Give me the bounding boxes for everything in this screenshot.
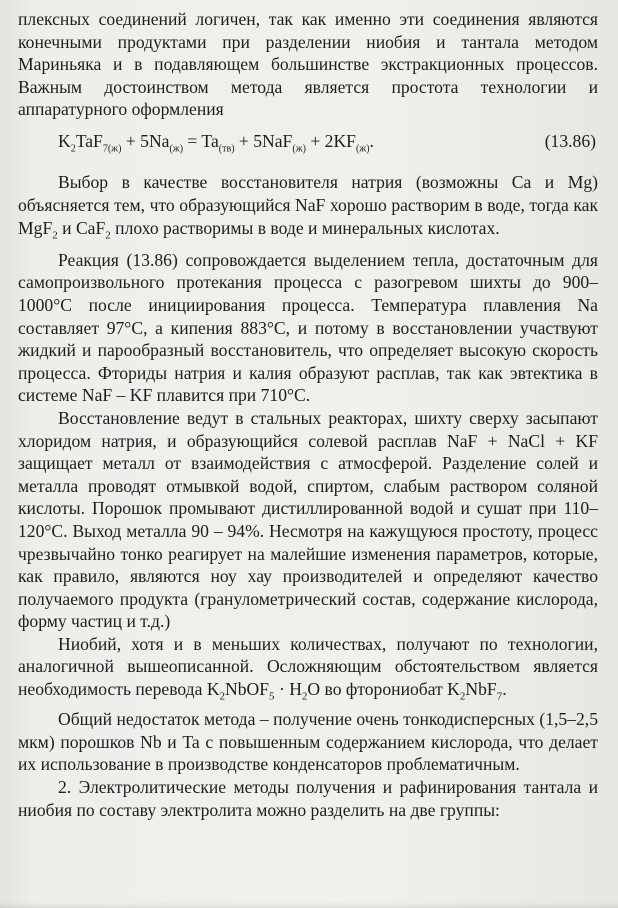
- text-run: Выбор в качестве восстановителя натрия (возможны Ca и Mg) объясняется тем, что образующийся NaF хорошо растворим в воде, тогда как MgF: [18, 172, 598, 238]
- eq-sub: (ж): [169, 143, 184, 155]
- paragraph-reductant-choice: [18, 171, 598, 246]
- text-run: .: [502, 679, 507, 700]
- subscript: 5: [269, 690, 275, 703]
- subscript: 2: [52, 229, 58, 242]
- eq-sub: (тв): [218, 143, 235, 155]
- text-run: NbF: [465, 679, 497, 700]
- eq-term: .: [369, 130, 374, 151]
- eq-term: + 5Na: [121, 130, 170, 151]
- text-run: O во фторониобат K: [307, 679, 460, 700]
- equation-13-86: [18, 121, 598, 172]
- text-run: NbOF: [225, 679, 270, 700]
- paragraph-niobium: [18, 633, 598, 708]
- eq-term: + 2KF: [305, 130, 356, 151]
- paragraph-reduction-process: Восстановление ведут в стальных реакторах, шихту сверху засыпают хлоридом натрия, и образующийся солевой расплав NaF + NaCl + KF защищает металл от взаимодействия с атмосферой. Разделение солей и металла проводят отмывкой водой, спиртом, слабым раствором соляной кислоты. Порошок промывают дистиллированной водой и сушат при 110–120°С. Выход металла 90 – 94%. Несмотря на кажущуюся простоту, процесс чрезвычайно тонко реагирует на малейшие изменения параметров, которые, как правило, являются ноу хау производителей и определяют качество получаемого продукта (гранулометрический состав, содержание кислорода, форму частиц и т.д.): [18, 407, 598, 632]
- eq-sub: (ж): [292, 143, 306, 155]
- eq-sub: 2: [70, 143, 76, 155]
- subscript: 2: [459, 690, 466, 703]
- eq-term: + 5NaF: [234, 130, 293, 151]
- eq-sub: (ж): [355, 143, 370, 155]
- paragraph-electrolytic-methods: 2. Электролитические методы получения и рафинирования тантала и ниобия по составу электролита можно разделить на две группы:: [18, 776, 598, 820]
- eq-term: TaF: [75, 130, 103, 151]
- subscript: 2: [219, 690, 226, 703]
- eq-term: K: [58, 130, 71, 151]
- text-run: и CaF: [57, 217, 106, 238]
- subscript: 2: [105, 229, 111, 242]
- subscript: 7: [496, 690, 503, 703]
- text-run: · H: [274, 679, 302, 700]
- text-run: плохо растворимы в воде и минеральных кислотах.: [110, 217, 500, 238]
- text-run: Ниобий, хотя и в меньших количествах, получают по технологии, аналогичной вышеописанной. Осложняющим обстоятельством является необходимость перевода K: [18, 633, 598, 700]
- paragraph-intro: плексных соединений логичен, так как именно эти соединения являются конечными продуктами при разделении ниобия и тантала методом Мариньяка и в подавляющем большинстве экстракционных процессов. Важным достоинством метода является простота технологии и аппаратурного оформления: [18, 9, 598, 120]
- page-bottom-shadow: [0, 902, 618, 908]
- paragraph-drawback: Общий недостаток метода – получение очень тонкодисперсных (1,5–2,5 мкм) порошков Nb и Ta с повышенным содержанием кислорода, что делает их использование в производстве конденсаторов проблематичным.: [18, 709, 598, 775]
- eq-sub: 7(ж): [102, 143, 122, 155]
- subscript: 2: [301, 690, 308, 703]
- eq-term: = Ta: [183, 130, 219, 151]
- equation-number: (13.86): [544, 130, 596, 151]
- paragraph-reaction-heat: Реакция (13.86) сопровождается выделением тепла, достаточным для самопроизвольного протекания процесса с разогревом шихты до 900–1000°С после инициирования процесса. Температура плавления Na составляет 97°С, а кипения 883°С, и потому в восстановлении участвуют жидкий и парообразный восстановитель, что определяет высокую скорость процесса. Фториды натрия и калия образуют расплав, так как эвтектика в системе NaF – KF плавится при 710°С.: [18, 249, 598, 406]
- equation-body: [58, 129, 374, 162]
